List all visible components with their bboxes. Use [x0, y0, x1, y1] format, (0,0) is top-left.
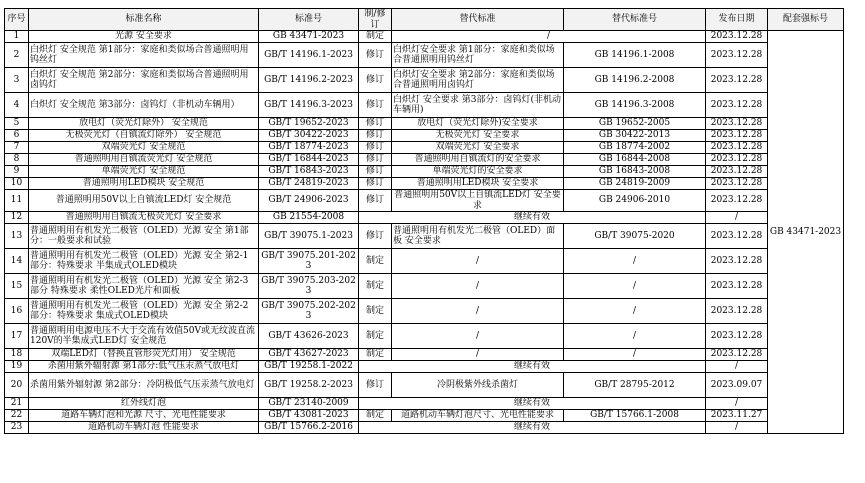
table-row [5, 224, 844, 249]
cell-name: 双端荧光灯 安全规范 [29, 142, 259, 154]
cell-date: 2023.12.28 [706, 31, 768, 43]
cell-std: GB/T 24906-2023 [259, 190, 359, 212]
table-row [5, 249, 844, 274]
cell-date: 2023.12.28 [706, 68, 768, 93]
cell-name: 无极荧光灯（自镇流灯除外） 安全规范 [29, 130, 259, 142]
cell-type: 修订 [359, 93, 392, 118]
cell-repl-no: GB 24906-2010 [564, 190, 706, 212]
cell-no: 20 [5, 373, 29, 398]
cell-std: GB/T 39075.202-2023 [259, 299, 359, 324]
cell-date: 2023.12.28 [706, 299, 768, 324]
cell-type: 修订 [359, 373, 392, 398]
header-name: 标准名称 [29, 9, 259, 31]
cell-date: / [706, 212, 768, 224]
table-row [5, 190, 844, 212]
table-row [5, 212, 844, 224]
cell-no: 22 [5, 410, 29, 422]
cell-repl: / [392, 349, 564, 361]
table-row [5, 31, 844, 43]
cell-std: GB/T 14196.2-2023 [259, 68, 359, 93]
cell-repl: 普通照明用有机发光二极管（OLED）面板 安全要求 [392, 224, 564, 249]
cell-date: 2023.12.28 [706, 142, 768, 154]
table-row [5, 130, 844, 142]
cell-name: 普通照明用50V以上自镇流LED灯 安全规范 [29, 190, 259, 212]
cell-repl: 白炽灯安全要求 第1部分：家庭和类似场合普通照明用钨丝灯 [392, 43, 564, 68]
cell-no: 9 [5, 166, 29, 178]
cell-repl: 道路机动车辆灯泡尺寸、光电性能要求 [392, 410, 564, 422]
header-std: 标准号 [259, 9, 359, 31]
header-repl: 替代标准 [392, 9, 564, 31]
cell-repl-no: GB/T 15766.1-2008 [564, 410, 706, 422]
cell-name: 光源 安全要求 [29, 31, 259, 43]
cell-repl-no: GB 14196.1-2008 [564, 43, 706, 68]
cell-date: 2023.12.28 [706, 178, 768, 190]
cell-std: GB/T 43626-2023 [259, 324, 359, 349]
cell-date: 2023.12.28 [706, 349, 768, 361]
header-repl-no: 替代标准号 [564, 9, 706, 31]
cell-date: / [706, 361, 768, 373]
cell-name: 白炽灯 安全规范 第1部分：家庭和类似场合普通照明用钨丝灯 [29, 43, 259, 68]
cell-status: 继续有效 [359, 212, 706, 224]
cell-no: 23 [5, 422, 29, 434]
cell-no: 8 [5, 154, 29, 166]
cell-date: 2023.12.28 [706, 154, 768, 166]
table-row [5, 349, 844, 361]
cell-name: 普通照明用自镇流荧光灯 安全规范 [29, 154, 259, 166]
cell-no: 10 [5, 178, 29, 190]
table-row [5, 154, 844, 166]
cell-repl: / [392, 299, 564, 324]
cell-repl: 放电灯（荧光灯除外)安全要求 [392, 118, 564, 130]
cell-date: / [706, 398, 768, 410]
cell-status: 继续有效 [359, 398, 706, 410]
cell-date: 2023.12.28 [706, 274, 768, 299]
cell-repl-no: / [564, 324, 706, 349]
cell-type: 修订 [359, 118, 392, 130]
table-row [5, 410, 844, 422]
cell-name: 杀菌用紫外辐射源 第2部分：冷阴极低气压汞蒸气放电灯 [29, 373, 259, 398]
table-row [5, 422, 844, 434]
cell-std: GB/T 16844-2023 [259, 154, 359, 166]
cell-std: GB/T 30422-2023 [259, 130, 359, 142]
cell-type: 修订 [359, 178, 392, 190]
cell-no: 11 [5, 190, 29, 212]
cell-type: 修订 [359, 43, 392, 68]
cell-type: 修订 [359, 130, 392, 142]
cell-type: 制定 [359, 349, 392, 361]
cell-date: 2023.12.28 [706, 324, 768, 349]
cell-std: GB/T 15766.2-2016 [259, 422, 359, 434]
cell-repl: / [392, 274, 564, 299]
cell-repl: / [392, 324, 564, 349]
cell-date: 2023.09.07 [706, 373, 768, 398]
cell-repl: 无极荧光灯 安全要求 [392, 130, 564, 142]
table-row [5, 68, 844, 93]
cell-name: 道路车辆灯泡和光源 尺寸、光电性能要求 [29, 410, 259, 422]
cell-name: 白炽灯 安全规范 第3部分：卤钨灯（非机动车辆用） [29, 93, 259, 118]
table-row [5, 166, 844, 178]
cell-repl: 普通照明用LED模块 安全要求 [392, 178, 564, 190]
cell-no: 13 [5, 224, 29, 249]
cell-no: 16 [5, 299, 29, 324]
cell-status: 继续有效 [359, 422, 706, 434]
standards-table [4, 8, 844, 434]
table-row [5, 398, 844, 410]
cell-no: 2 [5, 43, 29, 68]
cell-std: GB/T 39075.203-2023 [259, 274, 359, 299]
cell-std: GB/T 24819-2023 [259, 178, 359, 190]
table-row [5, 43, 844, 68]
cell-no: 17 [5, 324, 29, 349]
cell-name: 普通照明用电源电压不大于交流有效值50V或无纹波直流120V的半集成式LED灯 安全规范 [29, 324, 259, 349]
cell-name: 普通照明用自镇流无极荧光灯 安全要求 [29, 212, 259, 224]
cell-date: 2023.12.28 [706, 166, 768, 178]
cell-repl-no: / [564, 299, 706, 324]
cell-no: 12 [5, 212, 29, 224]
cell-type: 制定 [359, 31, 392, 43]
cell-no: 18 [5, 349, 29, 361]
cell-repl: 白炽灯安全要求 第2部分：家庭和类似场合普通照明用卤钨灯 [392, 68, 564, 93]
cell-status: 继续有效 [359, 361, 706, 373]
cell-date: / [706, 422, 768, 434]
header-date: 发布日期 [706, 9, 768, 31]
table-row [5, 361, 844, 373]
cell-std: GB/T 19258.1-2022 [259, 361, 359, 373]
cell-type: 修订 [359, 190, 392, 212]
cell-std: GB/T 19652-2023 [259, 118, 359, 130]
cell-std: GB/T 19258.2-2023 [259, 373, 359, 398]
cell-repl: 冷阴极紫外线杀菌灯 [392, 373, 564, 398]
cell-type: 制定 [359, 410, 392, 422]
cell-std: GB/T 14196.1-2023 [259, 43, 359, 68]
cell-repl-no: GB 16844-2008 [564, 154, 706, 166]
cell-repl-no: / [564, 249, 706, 274]
cell-date: 2023.12.28 [706, 93, 768, 118]
cell-repl-no: GB 24819-2009 [564, 178, 706, 190]
cell-name: 杀菌用紫外辐射源 第1部分:低气压汞蒸气放电灯 [29, 361, 259, 373]
cell-no: 21 [5, 398, 29, 410]
cell-name: 放电灯（荧光灯除外） 安全规范 [29, 118, 259, 130]
cell-type: 修订 [359, 154, 392, 166]
cell-no: 15 [5, 274, 29, 299]
cell-date: 2023.12.28 [706, 249, 768, 274]
cell-std: GB/T 18774-2023 [259, 142, 359, 154]
cell-std: GB/T 23140-2009 [259, 398, 359, 410]
cell-date: 2023.12.28 [706, 43, 768, 68]
cell-date: 2023.12.28 [706, 190, 768, 212]
cell-name: 白炽灯 安全规范 第2部分：家庭和类似场合普通照明用卤钨灯 [29, 68, 259, 93]
cell-date: 2023.11.27 [706, 410, 768, 422]
cell-repl-no: GB/T 28795-2012 [564, 373, 706, 398]
cell-type: 修订 [359, 142, 392, 154]
cell-name: 道路机动车辆灯泡 性能要求 [29, 422, 259, 434]
table-row [5, 324, 844, 349]
header-no: 序号 [5, 9, 29, 31]
table-row [5, 274, 844, 299]
header-mandatory: 配套强标号 [768, 9, 844, 31]
cell-no: 5 [5, 118, 29, 130]
cell-type: 制定 [359, 324, 392, 349]
cell-mandatory: GB 43471-2023 [768, 31, 844, 434]
table-row [5, 299, 844, 324]
cell-repl: 普通照明用50V以上自镇流LED灯 安全要求 [392, 190, 564, 212]
cell-std: GB/T 43627-2023 [259, 349, 359, 361]
cell-name: 双端LED灯（替换直管形荧光灯用） 安全规范 [29, 349, 259, 361]
cell-no: 1 [5, 31, 29, 43]
table-row [5, 142, 844, 154]
cell-type: 修订 [359, 68, 392, 93]
cell-repl: 白炽灯 安全要求 第3部分：卤钨灯(非机动车辆用) [392, 93, 564, 118]
table-row [5, 178, 844, 190]
header-type: 制/修订 [359, 9, 392, 31]
cell-name: 红外线灯泡 [29, 398, 259, 410]
cell-no: 3 [5, 68, 29, 93]
cell-name: 普通照明用有机发光二极管（OLED）光源 安全 第1部分：一般要求和试验 [29, 224, 259, 249]
cell-std: GB 21554-2008 [259, 212, 359, 224]
cell-std: GB/T 16843-2023 [259, 166, 359, 178]
cell-type: 修订 [359, 224, 392, 249]
table-row [5, 118, 844, 130]
cell-repl-no: GB 30422-2013 [564, 130, 706, 142]
cell-no: 4 [5, 93, 29, 118]
cell-std: GB/T 39075.1-2023 [259, 224, 359, 249]
header-row [5, 9, 844, 31]
cell-std: GB/T 43081-2023 [259, 410, 359, 422]
cell-repl-no: GB 14196.3-2008 [564, 93, 706, 118]
cell-date: 2023.12.28 [706, 118, 768, 130]
cell-name: 普通照明用有机发光二极管（OLED）光源 安全 第2-2部分：特殊要求 集成式OLED模块 [29, 299, 259, 324]
cell-name: 普通照明用有机发光二极管（OLED）光源 安全 第2-3部分 特殊要求 柔性OLED光片和面板 [29, 274, 259, 299]
cell-std: GB/T 14196.3-2023 [259, 93, 359, 118]
cell-repl-no: GB 18774-2002 [564, 142, 706, 154]
cell-type: 制定 [359, 249, 392, 274]
table-row [5, 373, 844, 398]
cell-repl-no: GB 19652-2005 [564, 118, 706, 130]
cell-name: 普通照明用有机发光二极管（OLED）光源 安全 第2-1部分：特殊要求 半集成式OLED模块 [29, 249, 259, 274]
cell-repl-no: GB 14196.2-2008 [564, 68, 706, 93]
cell-type: 制定 [359, 274, 392, 299]
cell-repl-no: GB/T 39075-2020 [564, 224, 706, 249]
cell-std: GB 43471-2023 [259, 31, 359, 43]
cell-repl-no: / [564, 349, 706, 361]
cell-type: 修订 [359, 166, 392, 178]
cell-name: 普通照明用LED模块 安全规范 [29, 178, 259, 190]
cell-repl: / [392, 249, 564, 274]
table-row [5, 93, 844, 118]
cell-std: GB/T 39075.201-2023 [259, 249, 359, 274]
cell-repl: 单端荧光灯的安全要求 [392, 166, 564, 178]
cell-date: 2023.12.28 [706, 224, 768, 249]
cell-repl-no: GB 16843-2008 [564, 166, 706, 178]
cell-repl: / [392, 31, 706, 43]
cell-type: 制定 [359, 299, 392, 324]
cell-name: 单端荧光灯 安全规范 [29, 166, 259, 178]
cell-no: 7 [5, 142, 29, 154]
cell-no: 19 [5, 361, 29, 373]
cell-repl-no: / [564, 274, 706, 299]
cell-no: 14 [5, 249, 29, 274]
cell-repl: 双端荧光灯 安全要求 [392, 142, 564, 154]
cell-date: 2023.12.28 [706, 130, 768, 142]
cell-no: 6 [5, 130, 29, 142]
cell-repl: 普通照明用自镇流灯的安全要求 [392, 154, 564, 166]
